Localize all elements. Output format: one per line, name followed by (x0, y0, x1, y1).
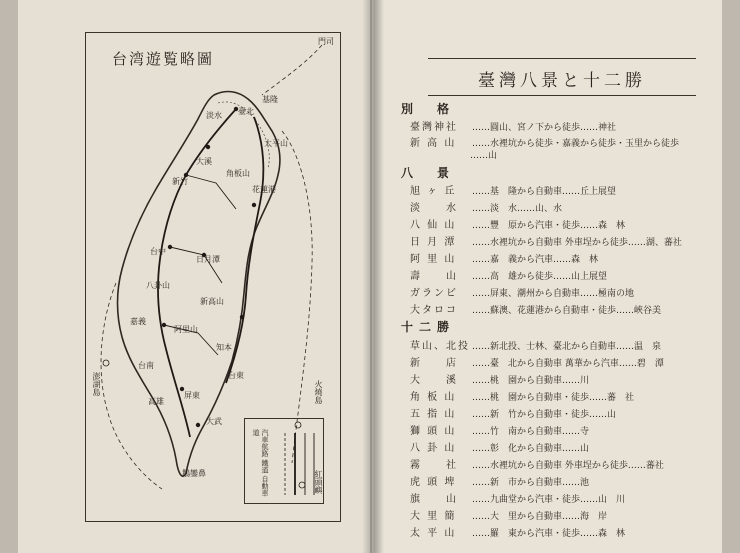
map-label: 日月潭 (196, 255, 220, 264)
map-label: 新高山 (200, 297, 224, 306)
list-row (410, 134, 679, 150)
sea-route-moji (262, 45, 322, 95)
map-label: 高雄 (148, 397, 164, 406)
place-desc: ……嘉 義から汽車……森 林 (472, 255, 599, 265)
place-name: 旗 山 (410, 494, 458, 505)
place-desc: ……桃 園から自動車……川 (472, 376, 590, 386)
place-name: 虎 頭 埤 (410, 477, 457, 488)
list-row (410, 182, 616, 198)
place-desc: ……屏東、潮州から自動車……極南の地 (472, 289, 635, 299)
map-label: 大武 (206, 417, 222, 426)
list-row (410, 405, 616, 421)
list-row (410, 439, 589, 455)
list-row (410, 456, 664, 472)
place-name: 新 店 (410, 358, 458, 369)
place-desc: ……山 (470, 151, 498, 161)
list-row (410, 388, 634, 404)
place-desc: ……九曲堂から汽車・徒歩……山 川 (472, 495, 626, 505)
place-name: 角 板 山 (410, 392, 457, 403)
legend-lines (281, 429, 319, 499)
map-label: 火燒島 (314, 380, 323, 404)
map-label: 台東 (228, 371, 244, 380)
list-row (410, 284, 634, 300)
map-label: 鵝鑾鼻 (182, 469, 206, 478)
list-row (410, 301, 661, 317)
place-name: 五 指 山 (410, 409, 457, 420)
place-name: 草山、北投 (410, 341, 470, 352)
place-desc: ……蘇澳、花蓮港から自動車・徒歩……峽谷美 (472, 306, 662, 316)
place-desc: ……大 里から自動車……海 岸 (472, 512, 608, 522)
section-heading: 八 景 (401, 166, 456, 180)
place-name: 旭 ヶ 丘 (410, 186, 457, 197)
list-row (410, 199, 562, 215)
list-row (470, 148, 497, 164)
map-title: 台湾遊覧略圖 (112, 50, 215, 68)
map-label: 花蓮港 (252, 185, 276, 194)
place-name: 新 高 山 (410, 138, 457, 149)
place-name: ガランビ (410, 288, 458, 299)
place-desc: ……高 雄から徒歩……山上展望 (472, 272, 608, 282)
map-label: 台中 (150, 247, 166, 256)
island-dot (103, 360, 109, 366)
town-dot (162, 323, 166, 327)
map-label: 門司 (318, 37, 334, 46)
map-label: 澎湖島 (92, 372, 101, 396)
list-row (410, 233, 682, 249)
map-label: 嘉義 (130, 317, 146, 326)
place-name: 壽 山 (410, 271, 458, 282)
list-row (410, 118, 616, 134)
place-name: 霧 社 (410, 460, 458, 471)
list-row (410, 250, 598, 266)
list-row (410, 216, 625, 232)
place-desc: ……臺 北から自動車 萬華から汽車……碧 潭 (472, 359, 664, 369)
place-desc: ……圓山、宮ノ下から徒歩……神社 (472, 123, 617, 133)
place-name: 臺灣神社 (410, 122, 458, 133)
place-desc: ……水裡坑から自動車 外車埕から徒歩……湖、蕃社 (472, 238, 682, 248)
list-row (410, 490, 625, 506)
place-name: 淡 水 (410, 203, 458, 214)
town-dot (240, 315, 244, 319)
book-gutter (362, 0, 384, 553)
place-name: 阿 里 山 (410, 254, 457, 265)
map-label: 淡水 (206, 111, 222, 120)
list-row (410, 371, 589, 387)
place-desc: ……基 隆から自動車……丘上展望 (472, 187, 617, 197)
map-label: 角板山 (226, 169, 250, 178)
place-name: 八 仙 山 (410, 220, 457, 231)
list-row (410, 507, 607, 523)
map-label: 阿里山 (174, 325, 198, 334)
list-row (410, 473, 589, 489)
place-name: 大 溪 (410, 375, 458, 386)
sea-route-west (101, 283, 162, 489)
place-desc: ……新北投、士林、臺北から自動車……温 泉 (472, 342, 662, 352)
place-name: 八 卦 山 (410, 443, 457, 454)
map-legend (244, 418, 324, 504)
place-desc: ……水裡坑から徒歩・嘉義から徒歩・玉里から徒歩 (472, 139, 680, 149)
section-heading: 別 格 (401, 102, 456, 116)
place-desc: ……新 竹から自動車・徒歩……山 (472, 410, 617, 420)
town-dot (206, 145, 210, 149)
place-name: 大タロコ (410, 305, 458, 316)
place-desc: ……淡 水……山、水 (472, 204, 563, 214)
place-desc: ……豐 原から汽車・徒歩……森 林 (472, 221, 626, 231)
town-dot (196, 423, 200, 427)
place-name: 獅 頭 山 (410, 426, 457, 437)
list-row (410, 354, 664, 370)
list-header (428, 58, 696, 96)
place-desc: ……竹 南から自動車……寺 (472, 427, 590, 437)
place-name: 日 月 潭 (410, 237, 457, 248)
legend-text: 汽車航路 鐵道 自動車道 (252, 429, 269, 497)
map-label: 台南 (138, 361, 154, 370)
map-label: 知本 (216, 343, 232, 352)
place-desc: ……新 市から自動車……池 (472, 478, 590, 488)
sea-route-east (282, 131, 312, 463)
map-label: 屏東 (184, 391, 200, 400)
section-heading: 十二勝 (401, 320, 456, 334)
place-desc: ……水裡坑から自動車 外車埕から徒歩……蕃社 (472, 461, 664, 471)
list-row (410, 422, 589, 438)
list-row (410, 267, 607, 283)
place-desc: ……彰 化から自動車……山 (472, 444, 590, 454)
page-title: 臺灣八景と十二勝 (478, 71, 646, 91)
map-label: 紅頭嶼 (314, 470, 323, 494)
place-name: 大 里 簡 (410, 511, 457, 522)
place-desc: ……桃 園から自動車・徒歩……蕃 社 (472, 393, 635, 403)
map-label: 新竹 (172, 177, 188, 186)
map-label: 臺北 (238, 107, 254, 116)
list-row (410, 524, 625, 540)
town-dot (252, 203, 256, 207)
place-desc: ……羅 東から汽車・徒歩……森 林 (472, 529, 626, 539)
place-name: 太 平 山 (410, 528, 457, 539)
map-label: 基隆 (262, 95, 278, 104)
map-label: 八卦山 (146, 281, 170, 290)
map-label: 大溪 (196, 157, 212, 166)
town-dot (168, 245, 172, 249)
map-label: 太平山 (264, 139, 288, 148)
list-row (410, 337, 661, 353)
